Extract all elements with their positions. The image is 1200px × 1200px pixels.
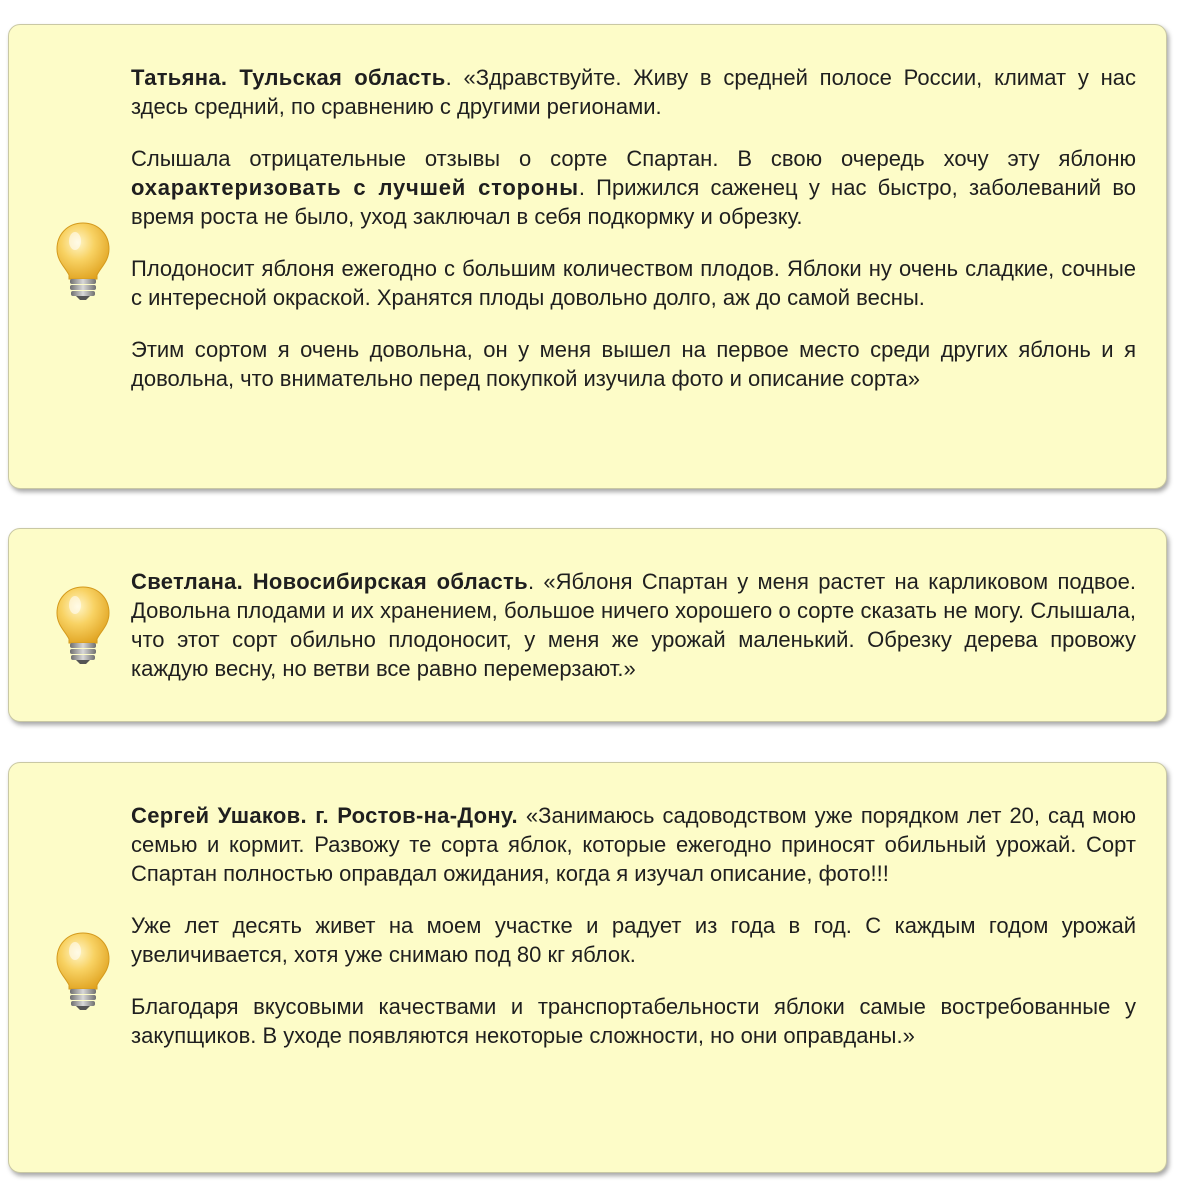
lightbulb-icon — [55, 931, 111, 1011]
review-card — [8, 762, 1167, 1173]
highlight-text: охарактеризовать с лучшей стороны — [131, 175, 579, 200]
review-paragraph: Благодаря вкусовыми качествами и транспортабельности яблоки самые востребованные у закупщиков. В уходе появляются некоторые сложности, но они оправданы.» — [131, 994, 1136, 1048]
review-text — [131, 801, 1136, 1050]
review-text-span: . «Яблоня Спартан у меня растет на карликовом подвое. Довольна плодами и их хранением, большое ничего хорошего о сорте сказать не могу. Слышала, что этот сорт обильно плодоносит, у меня же урожай маленький. Обрезку дерева провожу каждую весну, но ветви все равно перемерзают.» — [131, 569, 1136, 681]
review-text — [131, 63, 1136, 393]
review-paragraph — [131, 144, 1136, 231]
review-paragraph: Плодоносит яблоня ежегодно с большим количеством плодов. Яблоки ну очень сладкие, сочные с интересной окраской. Хранятся плоды довольно долго, аж до самой весны. — [131, 256, 1136, 310]
review-text-span: . «Здравствуйте. Живу в средней полосе России, климат у нас здесь средний, по сравнению с другими регионами. — [131, 65, 1136, 119]
review-author: Татьяна. Тульская область — [131, 65, 446, 90]
review-paragraph — [131, 63, 1136, 121]
review-author: Светлана. Новосибирская область — [131, 569, 528, 594]
review-paragraph: Этим сортом я очень довольна, он у меня вышел на первое место среди других яблонь и я довольна, что внимательно перед покупкой изучила фото и описание сорта» — [131, 337, 1136, 391]
review-card — [8, 528, 1167, 722]
review-text-span: . Прижился саженец у нас быстро, заболеваний во время роста не было, уход заключал в себя подкормку и обрезку. — [131, 175, 1136, 229]
lightbulb-icon — [55, 585, 111, 665]
review-paragraph: Уже лет десять живет на моем участке и радует из года в год. С каждым годом урожай увеличивается, хотя уже снимаю под 80 кг яблок. — [131, 913, 1136, 967]
review-text-span: Слышала отрицательные отзывы о сорте Спартан. В свою очередь хочу эту яблоню — [131, 146, 1136, 171]
review-text-span: «Занимаюсь садоводством уже порядком лет 20, сад мою семью и кормит. Развожу те сорта яблок, которые ежегодно приносят обильный урожай. Сорт Спартан полностью оправдал ожидания, когда я изучал описание, фото!!! — [131, 803, 1136, 886]
review-card — [8, 24, 1167, 489]
review-text — [131, 567, 1136, 683]
review-paragraph — [131, 801, 1136, 888]
review-author: Сергей Ушаков. г. Ростов-на-Дону. — [131, 803, 518, 828]
lightbulb-icon — [55, 221, 111, 301]
review-paragraph — [131, 567, 1136, 683]
